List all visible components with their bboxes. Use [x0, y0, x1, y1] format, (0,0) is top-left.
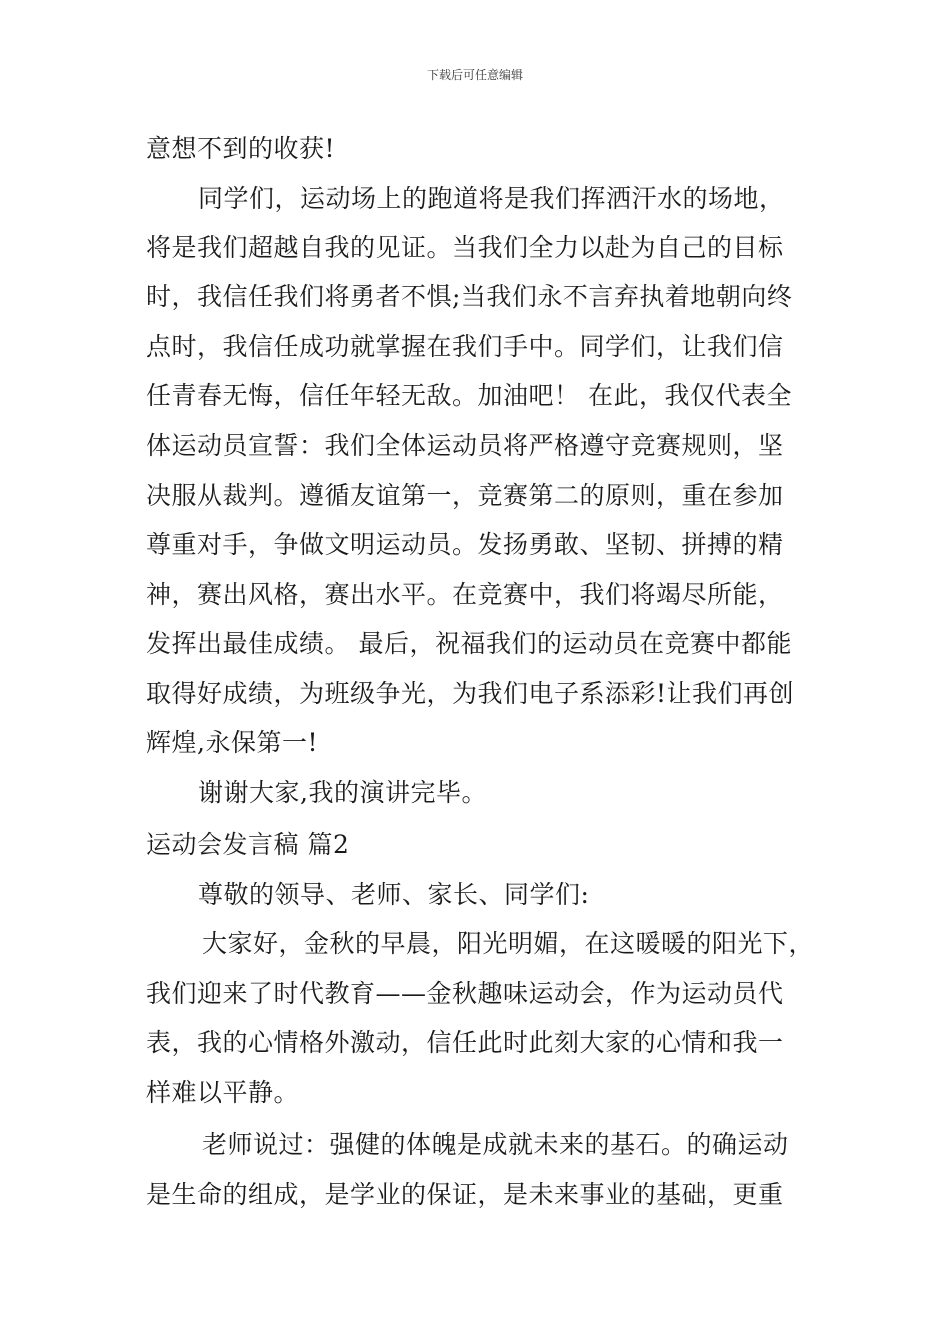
paragraph-line: 任青春无悔，信任年轻无敌。加油吧！ 在此，我仅代表全 — [146, 381, 792, 410]
section-heading: 运动会发言稿 篇2 — [146, 830, 350, 859]
paragraph-line: 神，赛出风格，赛出水平。在竞赛中，我们将竭尽所能， — [146, 580, 784, 609]
paragraph-line: 尊重对手，争做文明运动员。发扬勇敢、坚韧、拼搏的精 — [146, 530, 784, 559]
paragraph-line: 我们迎来了时代教育——金秋趣味运动会，作为运动员代 — [146, 979, 784, 1008]
paragraph-line: 体运动员宣誓：我们全体运动员将严格遵守竞赛规则，坚 — [146, 431, 784, 460]
paragraph-line: 取得好成绩，为班级争光，为我们电子系添彩!让我们再创 — [146, 679, 795, 708]
page-header: 下载后可任意编辑 — [426, 68, 523, 82]
paragraph-line: 谢谢大家,我的演讲完毕。 — [198, 778, 487, 807]
paragraph-line: 点时，我信任成功就掌握在我们手中。同学们，让我们信 — [146, 332, 784, 361]
paragraph-line: 大家好，金秋的早晨，阳光明媚，在这暖暖的阳光下， — [202, 929, 815, 958]
paragraph-line: 样难以平静。 — [146, 1078, 300, 1107]
paragraph-line: 同学们，运动场上的跑道将是我们挥洒汗水的场地， — [198, 184, 785, 213]
salutation-line: 尊敬的领导、老师、家长、同学们: — [198, 880, 590, 909]
paragraph-line: 意想不到的收获! — [146, 134, 336, 163]
paragraph-line: 老师说过：强健的体魄是成就未来的基石。的确运动 — [202, 1130, 789, 1159]
paragraph-line: 是生命的组成，是学业的保证，是未来事业的基础，更重 — [146, 1180, 784, 1209]
paragraph-line: 辉煌,永保第一! — [146, 728, 318, 757]
paragraph-line: 将是我们超越自我的见证。当我们全力以赴为自己的目标 — [146, 233, 784, 262]
paragraph-line: 决服从裁判。遵循友谊第一，竞赛第二的原则，重在参加 — [146, 481, 784, 510]
paragraph-line: 时，我信任我们将勇者不惧;当我们永不言弃执着地朝向终 — [146, 282, 793, 311]
paragraph-line: 表，我的心情格外激动，信任此时此刻大家的心情和我一 — [146, 1028, 784, 1057]
paragraph-line: 发挥出最佳成绩。 最后，祝福我们的运动员在竞赛中都能 — [146, 629, 792, 658]
